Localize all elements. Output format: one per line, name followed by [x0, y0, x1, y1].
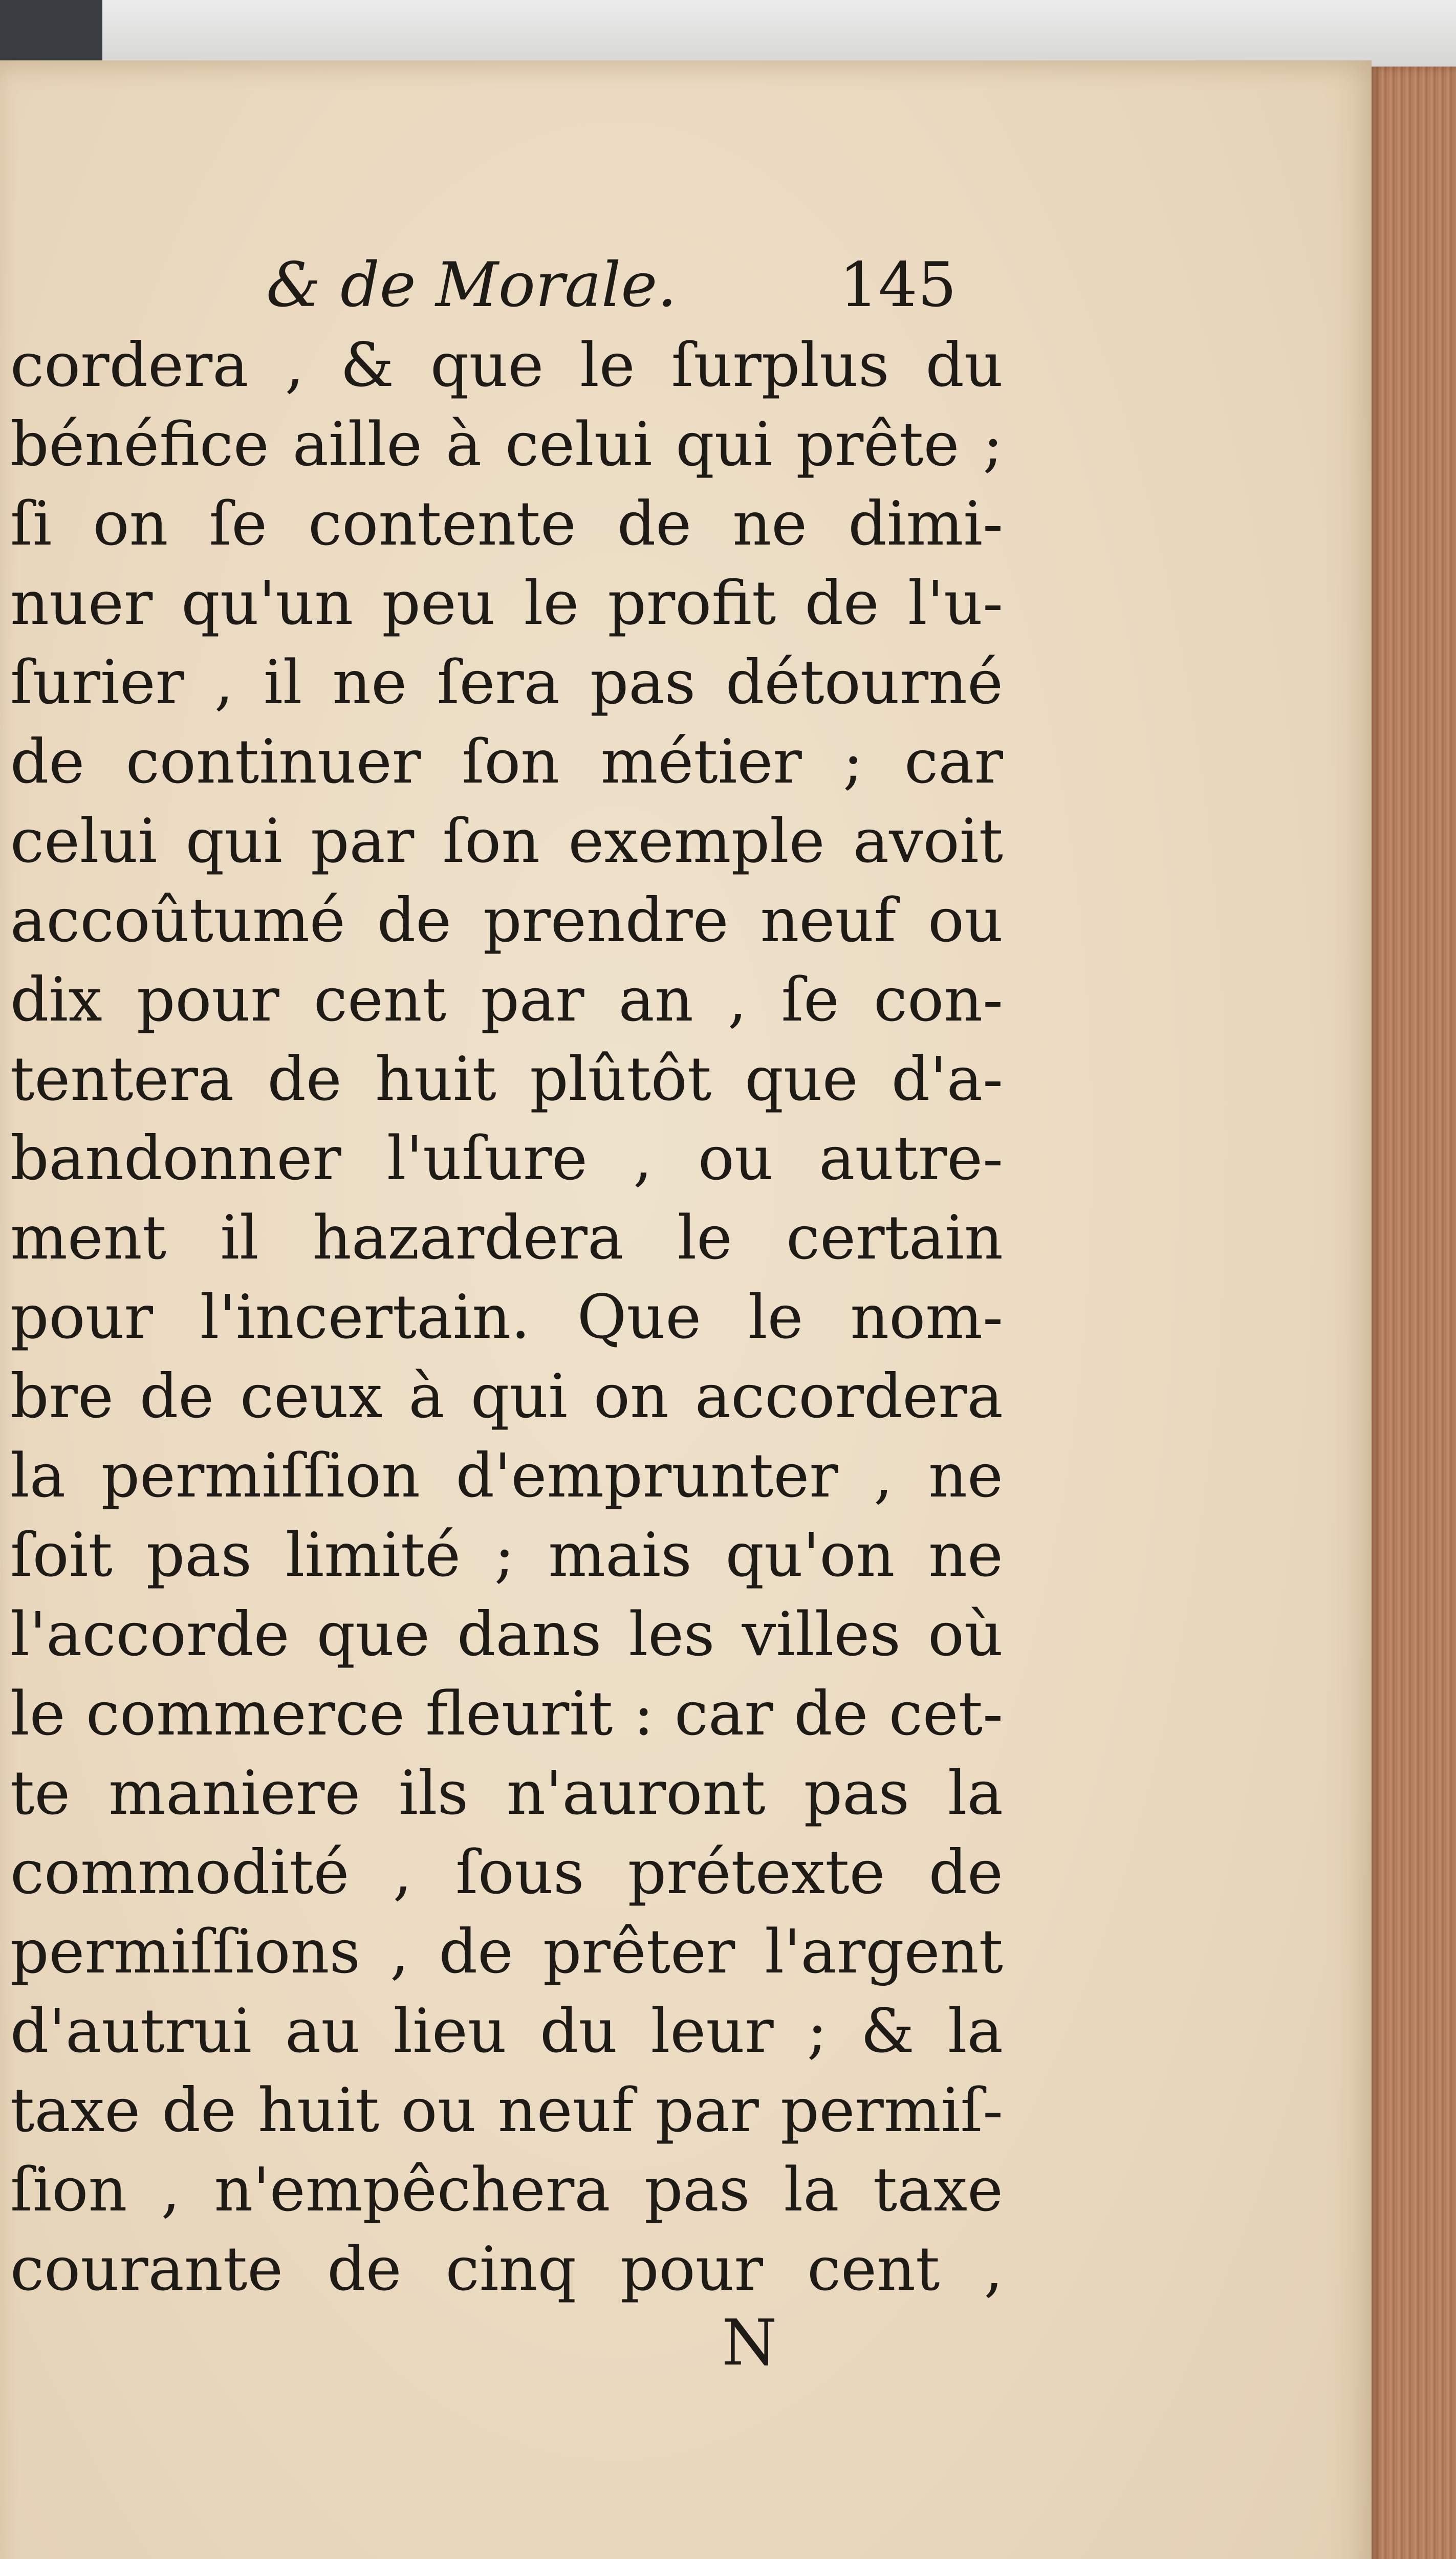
text-line: la permiſſion d'emprunter , ne: [10, 1440, 1003, 1511]
page-number: 145: [839, 250, 957, 321]
book-page: [0, 60, 1372, 2559]
text-line: permiſſions , de prêter l'argent: [10, 1916, 1003, 1987]
text-line: ment il hazardera le certain: [10, 1202, 1003, 1273]
text-line: commodité , ſous prétexte de: [10, 1837, 1003, 1907]
text-line: courante de cinq pour cent ,: [10, 2233, 1003, 2304]
scanner-background: [102, 0, 1456, 67]
text-line: l'accorde que dans les villes où: [10, 1599, 1003, 1669]
signature-mark: N: [722, 2306, 777, 2380]
running-title: & de Morale.: [266, 250, 677, 321]
text-line: nuer qu'un peu le profit de l'u-: [10, 568, 1003, 638]
text-line: taxe de huit ou neuf par permiſ-: [10, 2075, 1003, 2145]
text-line: ſion , n'empêchera pas la taxe: [10, 2154, 1003, 2225]
text-line: d'autrui au lieu du leur ; & la: [10, 1996, 1003, 2066]
text-line: te maniere ils n'auront pas la: [10, 1758, 1003, 1828]
text-line: bénéfice aille à celui qui prête ;: [10, 409, 1003, 480]
text-line: de continuer ſon métier ; car: [10, 726, 1003, 797]
text-line: pour l'incertain. Que le nom-: [10, 1282, 1003, 1352]
text-line: bre de ceux à qui on accordera: [10, 1361, 1003, 1432]
text-line: ſoit pas limité ; mais qu'on ne: [10, 1520, 1003, 1590]
scanner-edge-top: [0, 0, 102, 60]
text-line: le commerce fleurit : car de cet-: [10, 1678, 1003, 1749]
text-line: accoûtumé de prendre neuf ou: [10, 885, 1003, 956]
text-line: celui qui par ſon exemple avoit: [10, 806, 1003, 876]
text-line: ſurier , il ne ſera pas détourné: [10, 647, 1003, 718]
text-line: tentera de huit plûtôt que d'a-: [10, 1044, 1003, 1114]
text-line: cordera , & que le ſurplus du: [10, 330, 1003, 400]
text-line: dix pour cent par an , ſe con-: [10, 964, 1003, 1035]
book-fore-edge: [1372, 67, 1456, 2559]
text-line: ſi on ſe contente de ne dimi-: [10, 488, 1003, 559]
text-line: bandonner l'uſure , ou autre-: [10, 1123, 1003, 1194]
